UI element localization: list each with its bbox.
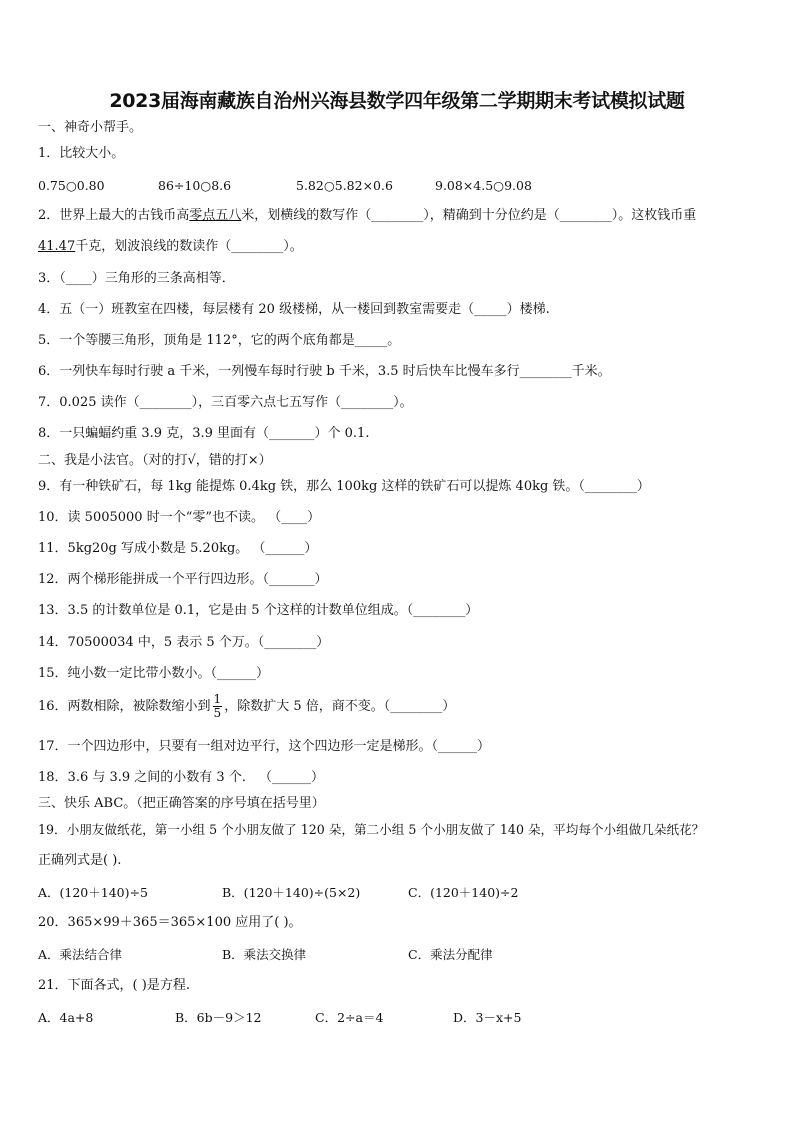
question-8: 8．一只蝙蝠约重 3.9 克，3.9 里面有（_______）个 0.1. [38, 426, 370, 441]
section-heading-1: 一、神奇小帮手。 [38, 120, 143, 135]
question-2-line-2 [38, 238, 303, 256]
question-21: 21．下面各式，( )是方程. [38, 978, 190, 993]
section-heading-2: 二、我是小法官。（对的打√，错的打×） [38, 453, 272, 468]
question-2-line-1 [38, 207, 696, 225]
q20-option-c: C．乘法分配律 [408, 947, 493, 962]
question-18: 18．3.6 与 3.9 之间的小数有 3 个． （______） [38, 770, 324, 785]
question-4: 4．五（一）班教室在四楼，每层楼有 20 级楼梯，从一楼回到教室需要走（_____）楼梯. [38, 302, 550, 317]
question-12: 12．两个梯形能拼成一个平行四边形。（_______） [38, 572, 328, 587]
q2-text-b: 米，划横线的数写作（________），精确到十分位约是（________）。这枚钱币重 [241, 208, 697, 223]
q21-option-a: A．4a+8 [38, 1010, 94, 1025]
q1-item-3: 5.82○5.82×0.6 [296, 178, 393, 193]
question-20: 20．365×99＋365＝365×100 应用了( )。 [38, 915, 302, 930]
q16-fraction [213, 693, 223, 720]
q21-option-c: C．2÷a＝4 [315, 1010, 384, 1025]
q1-item-1: 0.75○0.80 [38, 178, 105, 193]
q16-denominator: 5 [213, 706, 222, 720]
q16-numerator: 1 [213, 692, 222, 706]
question-14: 14．70500034 中，5 表示 5 个万。（________） [38, 635, 330, 650]
q20-option-a: A．乘法结合律 [38, 947, 123, 962]
question-9: 9．有一种铁矿石，每 1kg 能提炼 0.4kg 铁，那么 100kg 这样的铁矿石可以提炼 40kg 铁。（________） [38, 479, 650, 494]
q16-text-b: ，除数扩大 5 倍，商不变。（________） [224, 699, 456, 714]
question-19-line-2: 正确列式是( ). [38, 853, 122, 868]
q1-item-4: 9.08×4.5○9.08 [435, 178, 532, 193]
q19-option-a: A．(120＋140)÷5 [38, 885, 148, 900]
question-5: 5．一个等腰三角形，顶角是 112°，它的两个底角都是_____。 [38, 333, 401, 348]
section-heading-3: 三、快乐 ABC。（把正确答案的序号填在括号里） [38, 796, 325, 811]
q2-wavy-number: 41.47 [38, 239, 76, 254]
q21-option-b: B．6b－9＞12 [175, 1010, 262, 1025]
question-15: 15．纯小数一定比带小数小。（______） [38, 666, 270, 681]
question-6: 6．一列快车每时行驶 a 千米，一列慢车每时行驶 b 千米，3.5 时后快车比慢车多行________千米。 [38, 364, 611, 379]
question-1: 1．比较大小。 [38, 146, 125, 161]
question-3: 3．（____）三角形的三条高相等． [38, 271, 235, 286]
page-title: 2023届海南藏族自治州兴海县数学四年级第二学期期末考试模拟试题 [109, 90, 685, 112]
question-16 [38, 692, 455, 722]
q19-option-c: C．(120＋140)÷2 [408, 885, 519, 900]
q16-text-a: 16．两数相除，被除数缩小到 [38, 699, 211, 714]
question-17: 17．一个四边形中，只要有一组对边平行，这个四边形一定是梯形。（______） [38, 739, 491, 754]
question-10: 10．读 5005000 时一个“零”也不读。 （____） [38, 510, 321, 525]
question-19: 19．小朋友做纸花，第一小组 5 个小朋友做了 120 朵，第二小组 5 个小朋友做了 140 朵，平均每个小组做几朵纸花？ [38, 822, 705, 837]
q1-item-2: 86÷10○8.6 [158, 178, 232, 193]
q20-option-b: B．乘法交换律 [222, 947, 307, 962]
q19-option-b: B．(120＋140)÷(5×2) [222, 885, 361, 900]
question-11: 11．5kg20g 写成小数是 5.20kg。 （______） [38, 541, 318, 556]
q21-option-d: D．3－x+5 [453, 1010, 522, 1025]
q2-text-c: 千克，划波浪线的数读作（________）。 [75, 239, 303, 254]
question-13: 13．3.5 的计数单位是 0.1，它是由 5 个这样的计数单位组成。（________） [38, 603, 479, 618]
q2-underlined-number: 零点五八 [189, 208, 242, 223]
q2-text-a: 2．世界上最大的古钱币高 [38, 208, 190, 223]
question-7: 7．0.025 读作（________），三百零六点七五写作（________）。 [38, 395, 413, 410]
